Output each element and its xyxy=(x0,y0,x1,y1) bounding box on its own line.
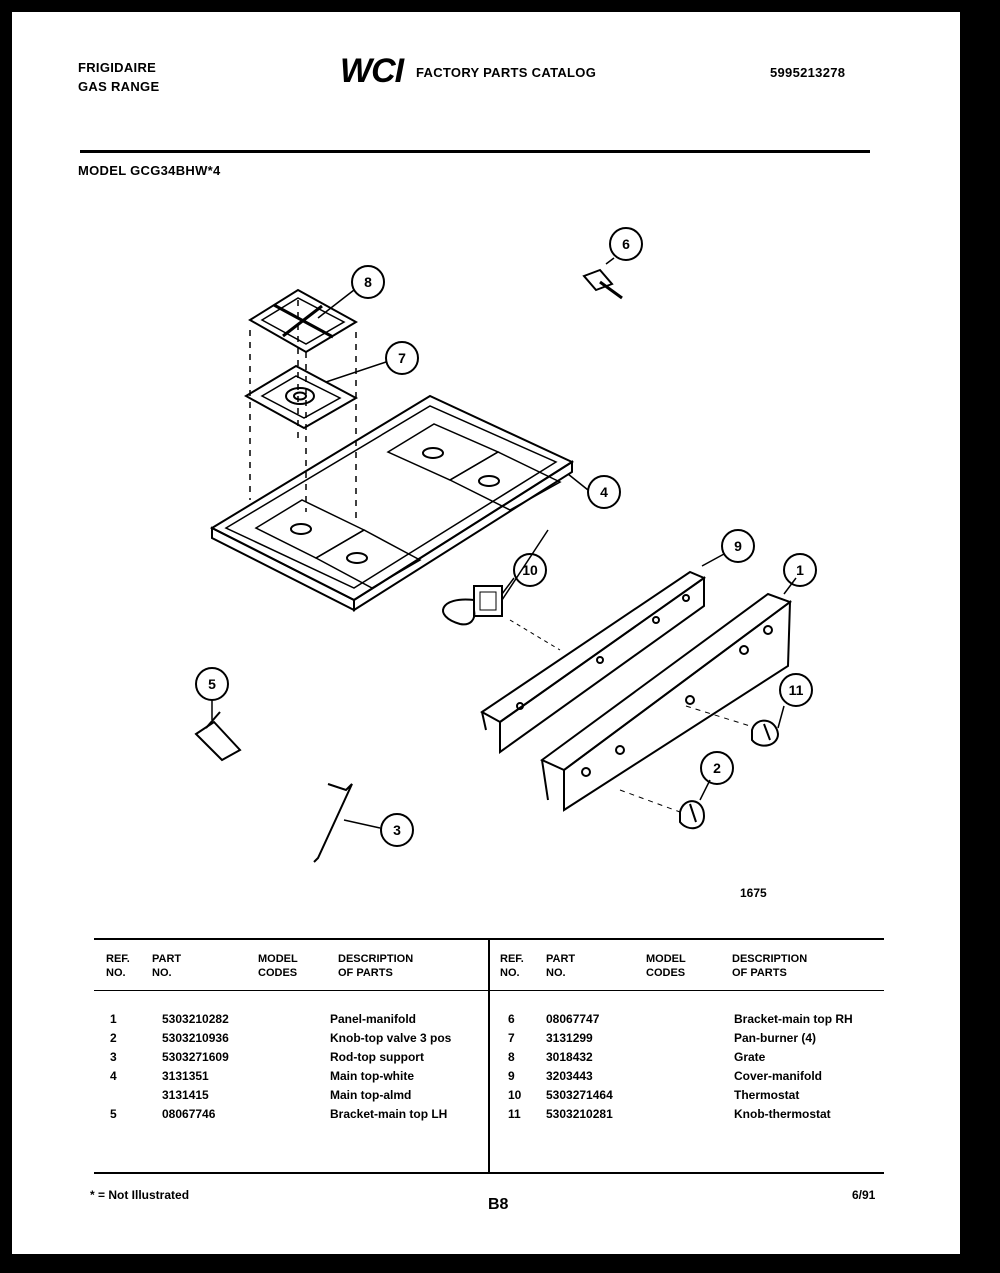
callout-leaders xyxy=(212,258,796,828)
support-rod-part xyxy=(314,784,352,862)
left-ref-header xyxy=(106,952,130,980)
thermostat-part xyxy=(443,530,560,650)
alignment-lines xyxy=(250,300,356,520)
desc-header-line2: OF PARTS xyxy=(732,967,787,979)
table-bottom-rule xyxy=(94,1172,884,1174)
callout-9: 9 xyxy=(734,538,742,554)
model-number: MODEL GCG34BHW*4 xyxy=(78,163,221,178)
callout-7: 7 xyxy=(398,350,406,366)
callout-11: 11 xyxy=(788,682,804,698)
catalog-number: 5995213278 xyxy=(770,65,846,80)
desc-cell: Main top-white xyxy=(330,1069,414,1083)
part-header-line1: PART xyxy=(152,953,182,965)
desc-cell: Bracket-main top RH xyxy=(734,1012,853,1026)
product-type: GAS RANGE xyxy=(78,79,160,94)
model-header-line2: CODES xyxy=(258,967,298,979)
main-top-part xyxy=(212,396,572,610)
callout-10: 10 xyxy=(522,562,538,578)
ref-cell: 1 xyxy=(110,1012,117,1026)
desc-cell: Pan-burner (4) xyxy=(734,1031,817,1045)
ref-cell: 6 xyxy=(508,1012,515,1026)
desc-header-line1: DESCRIPTION xyxy=(732,953,808,965)
part-cell: 5303271609 xyxy=(162,1050,229,1064)
right-part-header xyxy=(546,952,575,980)
grate-part xyxy=(250,290,356,352)
ref-cell: 5 xyxy=(110,1107,117,1121)
ref-header-line2: NO. xyxy=(106,967,126,979)
manifold-cover-part xyxy=(482,572,704,752)
desc-header-line1: DESCRIPTION xyxy=(338,953,414,965)
bracket-rh-part xyxy=(584,270,622,298)
part-header-line2: NO. xyxy=(546,967,566,979)
part-cell: 3131299 xyxy=(546,1031,593,1045)
desc-cell: Main top-almd xyxy=(330,1088,412,1102)
burner-pan-part xyxy=(246,366,356,428)
part-header-line2: NO. xyxy=(152,967,172,979)
left-desc-header xyxy=(338,952,413,980)
part-cell: 5303210936 xyxy=(162,1031,229,1045)
callout-4: 4 xyxy=(600,484,608,500)
left-model-header xyxy=(258,952,298,980)
desc-cell: Grate xyxy=(734,1050,766,1064)
bracket-lh-part xyxy=(196,712,240,760)
drawing-code: 1675 xyxy=(740,886,767,900)
part-cell: 5303210282 xyxy=(162,1012,229,1026)
part-cell: 3131415 xyxy=(162,1088,209,1102)
part-cell: 08067746 xyxy=(162,1107,216,1121)
part-cell: 3203443 xyxy=(546,1069,593,1083)
ref-header-line1: REF. xyxy=(500,953,524,965)
part-cell: 5303210281 xyxy=(546,1107,613,1121)
valve-knob-part xyxy=(680,801,704,828)
callout-3: 3 xyxy=(393,822,401,838)
ref-cell: 11 xyxy=(508,1107,521,1121)
part-cell: 08067747 xyxy=(546,1012,600,1026)
right-desc-header xyxy=(732,952,807,980)
callout-1: 1 xyxy=(796,562,804,578)
desc-cell: Thermostat xyxy=(734,1088,800,1102)
model-header-line1: MODEL xyxy=(646,953,686,965)
callout-5: 5 xyxy=(208,676,216,692)
ref-cell: 2 xyxy=(110,1031,117,1045)
not-illustrated-note: * = Not Illustrated xyxy=(90,1188,190,1202)
brand-name: FRIGIDAIRE xyxy=(78,60,157,75)
ref-header-line1: REF. xyxy=(106,953,130,965)
right-model-header xyxy=(646,952,686,980)
part-cell: 5303271464 xyxy=(546,1088,613,1102)
manifold-panel-part xyxy=(542,594,790,812)
desc-cell: Cover-manifold xyxy=(734,1069,823,1083)
callout-circles xyxy=(196,228,816,846)
ref-header-line2: NO. xyxy=(500,967,520,979)
ref-cell: 8 xyxy=(508,1050,515,1064)
ref-cell: 9 xyxy=(508,1069,515,1083)
callout-8: 8 xyxy=(364,274,372,290)
callout-2: 2 xyxy=(713,760,721,776)
ref-cell: 7 xyxy=(508,1031,515,1045)
desc-cell: Knob-thermostat xyxy=(734,1107,831,1121)
desc-header-line2: OF PARTS xyxy=(338,967,393,979)
catalog-date: 6/91 xyxy=(852,1188,876,1202)
right-ref-header xyxy=(500,952,524,980)
catalog-title: FACTORY PARTS CATALOG xyxy=(416,65,597,80)
wci-logo: WCI xyxy=(340,52,404,90)
table-divider xyxy=(488,940,490,1172)
model-header-line2: CODES xyxy=(646,967,686,979)
model-header-line1: MODEL xyxy=(258,953,298,965)
part-header-line1: PART xyxy=(546,953,576,965)
part-cell: 3131351 xyxy=(162,1069,209,1083)
part-cell: 3018432 xyxy=(546,1050,593,1064)
callout-6: 6 xyxy=(622,236,630,252)
desc-cell: Rod-top support xyxy=(330,1050,424,1064)
desc-cell: Bracket-main top LH xyxy=(330,1107,448,1121)
ref-cell: 4 xyxy=(110,1069,117,1083)
ref-cell: 3 xyxy=(110,1050,117,1064)
page-number: B8 xyxy=(488,1196,509,1213)
left-part-header xyxy=(152,952,181,980)
desc-cell: Panel-manifold xyxy=(330,1012,417,1026)
desc-cell: Knob-top valve 3 pos xyxy=(330,1031,452,1045)
ref-cell: 10 xyxy=(508,1088,522,1102)
thermostat-knob-part xyxy=(752,721,778,746)
